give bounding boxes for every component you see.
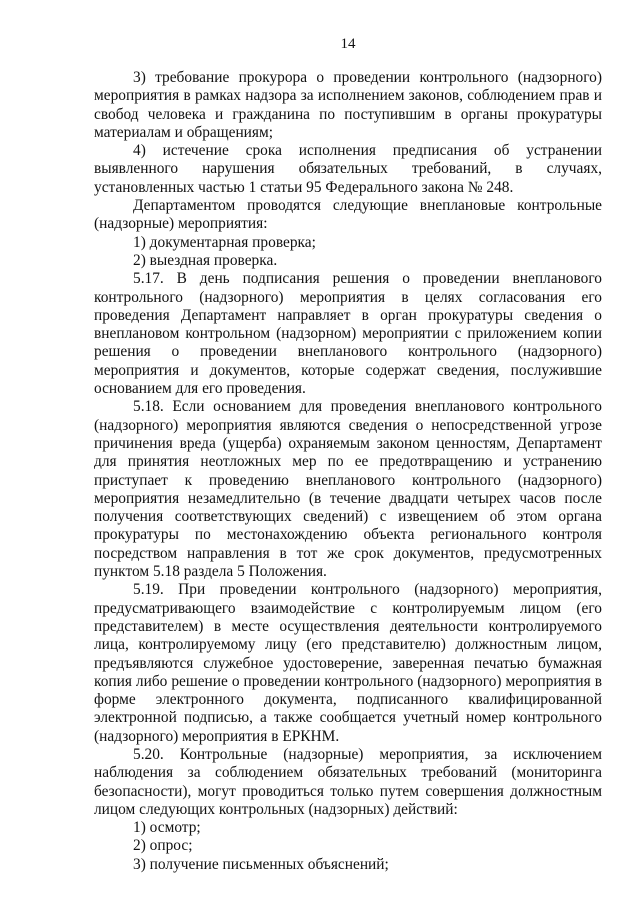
list-item-inspection: 1) осмотр; (133, 819, 201, 837)
paragraph-unplanned-events-intro: Департаментом проводятся следующие внеплановые контрольные (надзорные) мероприятия: (94, 197, 602, 233)
paragraph-5-20: 5.20. Контрольные (надзорные) мероприятия, за исключением наблюдения за соблюдением обязательных требований (мониторинга безопасности), могут проводиться только путем совершения должностным лицом следующих контрольных (надзорных) действий: (94, 745, 602, 818)
page-number: 14 (340, 36, 356, 52)
list-item-written-explanations: 3) получение письменных объяснений; (133, 855, 389, 873)
paragraph-item-3-prosecutor-request: 3) требование прокурора о проведении контрольного (надзорного) мероприятия в рамках надзора за исполнением законов, соблюдением прав и свобод человека и гражданина по поступившим в органы прокуратуры материалам и обращениям; (94, 69, 602, 141)
document-body (94, 69, 602, 874)
paragraph-item-4-deadline-expiry: 4) истечение срока исполнения предписания об устранении выявленного нарушения обязательных требований, в случаях, установленных частью 1 статьи 95 Федерального закона № 248. (94, 142, 602, 196)
list-item-field-check: 2) выездная проверка. (133, 251, 278, 269)
paragraph-5-19: 5.19. При проведении контрольного (надзорного) мероприятия, предусматривающего взаимодействие с контролируемым лицом (его представителем) в месте осуществления деятельности контролируемого лица, контролируемому лицу (его представителю) должностным лицом, предъявляются служебное удостоверение, заверенная печатью бумажная копия либо решение о проведении контрольного (надзорного) мероприятия в форме электронного документа, подписанного квалифицированной электронной подписью, а также сообщается учетный номер контрольного (надзорного) мероприятия в ЕРКНМ. (94, 581, 602, 745)
list-item-survey: 2) опрос; (133, 837, 193, 855)
list-item-documentary-check: 1) документарная проверка; (133, 233, 316, 251)
paragraph-5-17: 5.17. В день подписания решения о проведении внепланового контрольного (надзорного) мероприятия в целях согласования его проведения Департамент направляет в орган прокуратуры сведения о внеплановом контрольном (надзорном) мероприятии с приложением копии решения о проведении внепланового контрольного (надзорного) мероприятия и документов, которые содержат сведения, послужившие основанием для его проведения. (94, 270, 602, 398)
paragraph-5-18: 5.18. Если основанием для проведения внепланового контрольного (надзорного) мероприятия являются сведения о непосредственной угрозе причинения вреда (ущерба) охраняемым законом ценностям, Департамент для принятия неотложных мер по ее предотвращению и устранению приступает к проведению внепланового контрольного (надзорного) мероприятия незамедлительно (в течение двадцати четырех часов после получения соответствующих сведений) с извещением об этом органа прокуратуры по местонахождению объекта регионального контроля посредством направления в тот же срок документов, предусмотренных пунктом 5.18 раздела 5 Положения. (94, 398, 602, 581)
